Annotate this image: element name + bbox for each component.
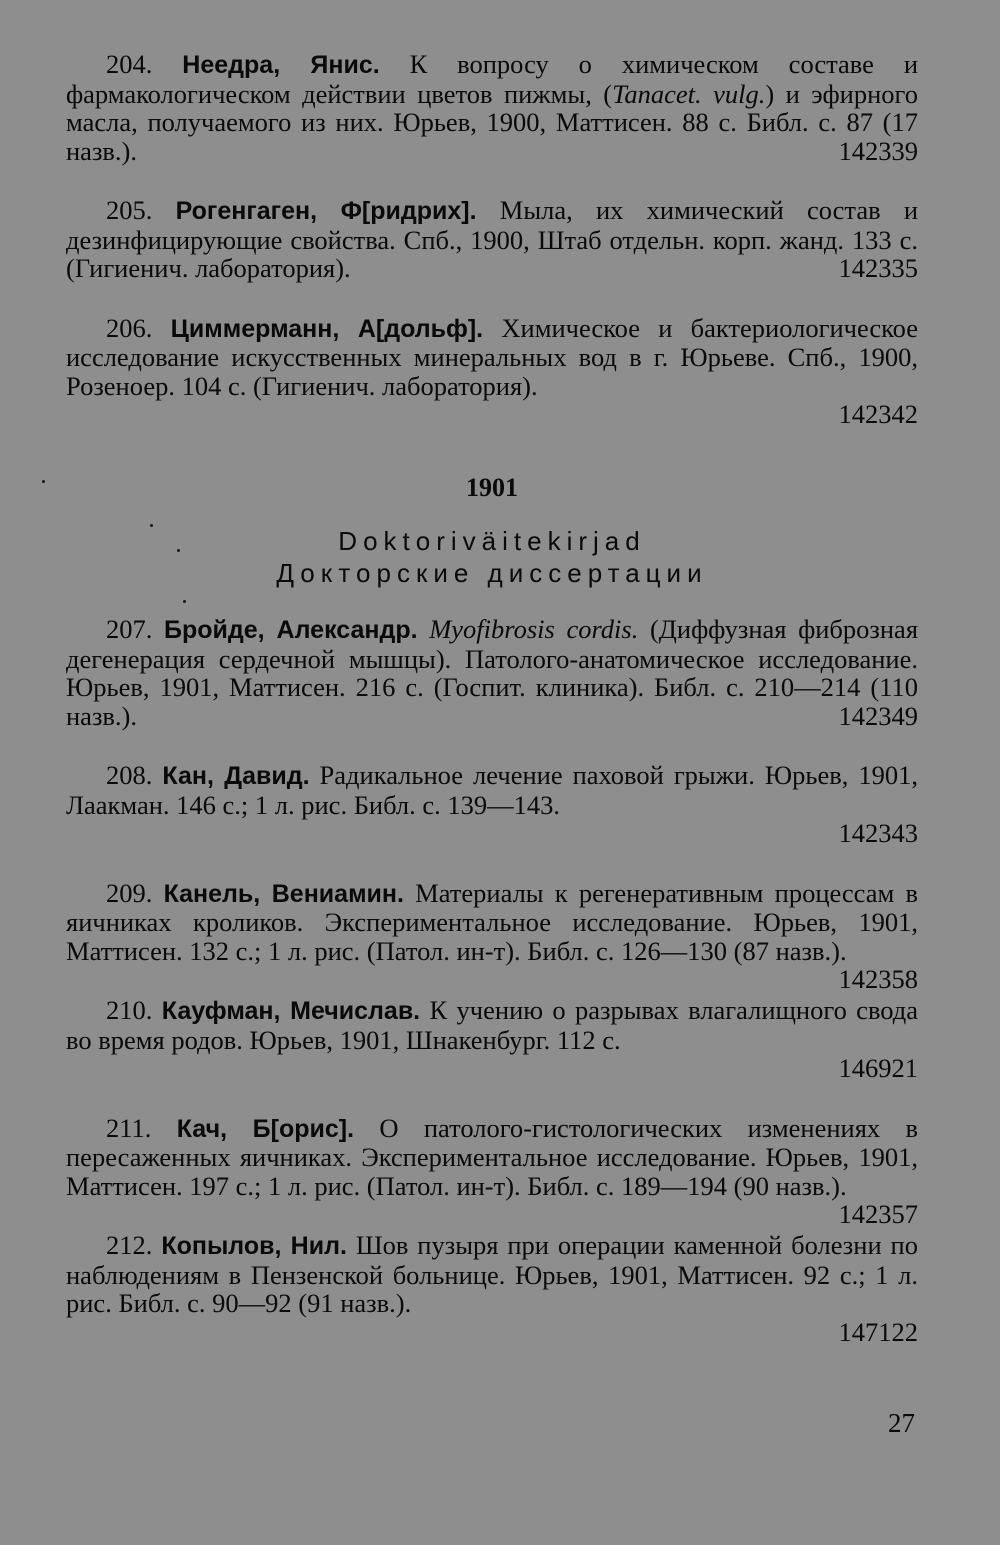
entry-number: 208. (106, 760, 153, 790)
entry-title: Мыла, их химический состав и дезинфицирующие свойства. Спб., 1900, Штаб отдельн. корп. жанд. 133 с. (Гигиенич. лаборатория). (66, 195, 919, 283)
bibliography-entry (66, 1231, 918, 1346)
entry-author: Кач, Б[орис]. (176, 1114, 355, 1143)
speck (177, 549, 180, 552)
entry-title (418, 614, 430, 644)
bibliography-entry (66, 50, 918, 165)
entry-author: Рогенгаген, Ф[ридрих]. (175, 197, 477, 225)
entry-number: 212. (106, 1230, 153, 1260)
entry-text (66, 1112, 919, 1229)
entry-text (66, 314, 918, 401)
speck (42, 480, 45, 483)
bibliography-entry (66, 761, 918, 848)
speck (183, 600, 186, 603)
entry-author: Канель, Вениамин. (163, 879, 404, 908)
section-heading-estonian: Doktoriväitekirjad (338, 526, 646, 556)
catalog-number: 142349 (838, 700, 918, 731)
page-number: 27 (888, 1408, 915, 1438)
entry-latin-title: Tanacet. vulg. (612, 78, 766, 109)
entry-number: 206. (106, 312, 153, 343)
entry-number: 207. (106, 614, 153, 644)
bibliography-entry (66, 615, 918, 730)
entry-title: Шов пузыря при операции каменной болезни по наблюдениям в Пензенской больнице. Юрьев, 1901, Маттисен. 92 с.; 1 л. рис. Библ. с. 90—92 (91 назв.). (66, 1230, 918, 1318)
entry-text (66, 996, 918, 1054)
entry-text (66, 50, 918, 165)
entry-title: Радикальное лечение паховой грыжи. Юрьев, 1901, Лаакман. 146 с.; 1 л. рис. Библ. с. 139—143. (66, 760, 918, 820)
entry-number: 211. (106, 1112, 152, 1143)
bibliography-entry (66, 314, 918, 429)
entry-author: Бройде, Александр. (164, 616, 418, 644)
entry-text (66, 615, 918, 730)
entry-list-1900 (66, 50, 918, 429)
speck (150, 524, 153, 527)
section-heading-russian: Докторские диссертации (276, 558, 708, 588)
bibliography-entry (66, 196, 918, 283)
entry-text (66, 877, 918, 994)
catalog-number: 146921 (838, 1053, 918, 1083)
entry-text (66, 761, 918, 819)
bibliography-entry (66, 1112, 919, 1229)
page-content (66, 50, 918, 1377)
entry-title: О патолого-гистологических изменениях в пересаженных яичниках. Экспериментальное исследование. Юрьев, 1901, Маттисен. 197 с.; 1 л. рис. (Патол. ин-т). Библ. с. 189—194 (90 назв.). (66, 1112, 919, 1201)
catalog-number: 142357 (838, 1199, 918, 1229)
entry-number: 204. (106, 49, 153, 79)
entry-author: Неедра, Янис. (182, 51, 380, 79)
bibliography-entry (66, 877, 918, 994)
catalog-number: 142343 (838, 818, 918, 848)
entry-number: 205. (106, 195, 153, 225)
entry-details: (Диффузная фиброзная дегенерация сердечной мышцы). Патолого-анатомическое исследование. Юрьев, 1901, Маттисен. 216 с. (Госпит. клиника). Библ. с. 210—214 (110 назв.). (66, 614, 919, 731)
entry-author: Циммерманн, А[дольф]. (170, 314, 484, 343)
catalog-number: 142339 (838, 135, 918, 166)
catalog-number: 142358 (838, 964, 918, 994)
year-heading: 1901 (466, 472, 518, 502)
catalog-number: 142335 (838, 253, 918, 283)
entry-title: Материалы к регенеративным процессам в яичниках кроликов. Экспериментальное исследование. Юрьев, 1901, Маттисен. 132 с.; 1 л. рис. (Патол. ин-т). Библ. с. 126—130 (87 назв.). (66, 877, 918, 966)
catalog-number: 142342 (838, 399, 918, 429)
entry-number: 209. (106, 877, 153, 908)
entry-author: Кан, Давид. (162, 762, 310, 790)
entry-details: ) и эфирного масла, получаемого из них. Юрьев, 1900, Маттисен. 88 с. Библ. с. 87 (17 назв.). (66, 78, 918, 166)
entry-number: 210. (106, 995, 153, 1025)
bibliography-entry (66, 996, 918, 1083)
catalog-number: 147122 (838, 1316, 918, 1347)
entry-author: Копылов, Нил. (161, 1232, 347, 1260)
entry-author: Кауфман, Мечислав. (161, 997, 421, 1025)
entry-list-1901 (66, 615, 918, 1346)
entry-text (66, 1231, 918, 1318)
entry-text (66, 196, 918, 283)
entry-title: К вопросу о химическом составе и фармакологическом действии цветов пижмы, ( (66, 49, 918, 109)
entry-title: К учению о разрывах влагалищного свода во время родов. Юрьев, 1901, Шнакенбург. 112 с. (66, 995, 919, 1055)
entry-latin-title: Myofibrosis cordis. (429, 614, 639, 644)
entry-title: Химическое и бактериологическое исследование искусственных минеральных вод в г. Юрьеве. Спб., 1900, Розеноер. 104 с. (Гигиенич. лаборатория). (66, 312, 918, 401)
